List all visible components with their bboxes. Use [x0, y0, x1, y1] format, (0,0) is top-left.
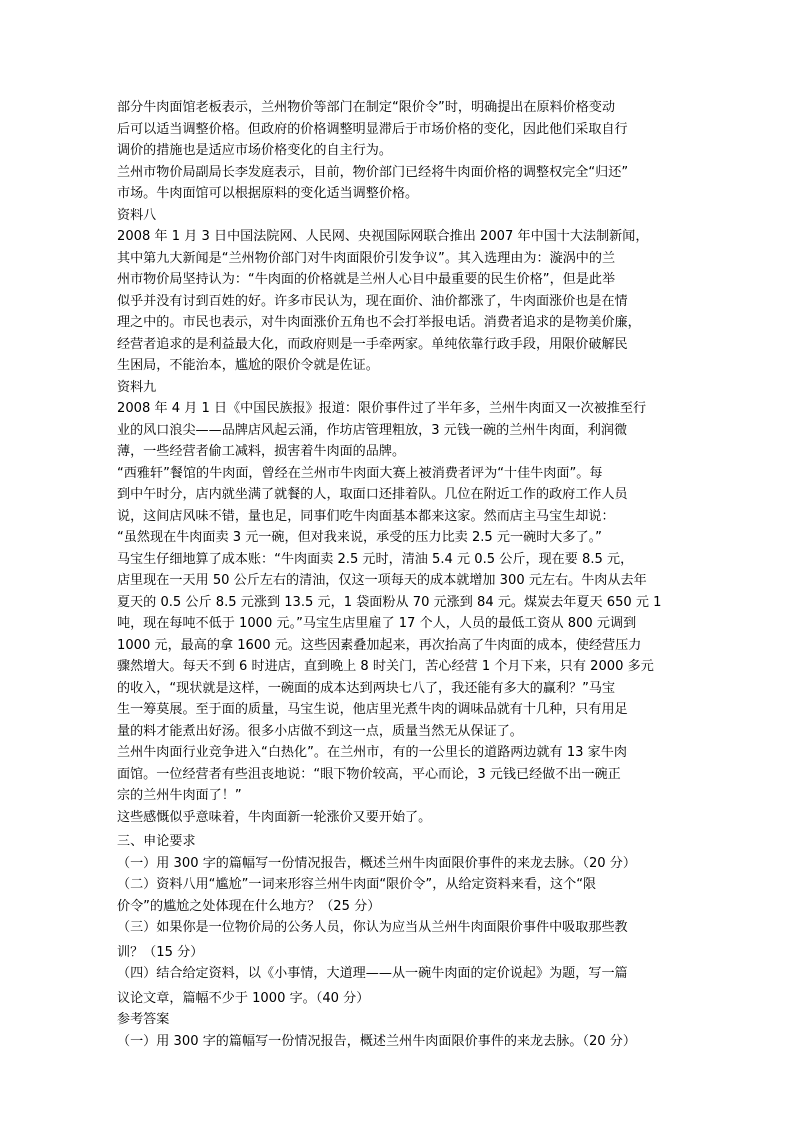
text-line: 说，这间店风味不错，量也足，同事们吃牛肉面基本都来这家。然而店主马宝生却说：	[117, 508, 615, 524]
text-line: 价令”的尴尬之处体现在什么地方？（25 分）	[117, 898, 381, 914]
text-line: 店里现在一天用 50 公斤左右的清油，仅这一项每天的成本就增加 300 元左右。牛肉从去年	[117, 573, 647, 588]
text-line: （一）用 300 字的篇幅写一份情况报告，概述兰州牛肉面限价事件的来龙去脉。（20 分）	[117, 855, 636, 871]
text-line: 夏天的 0.5 公斤 8.5 元涨到 13.5 元，1 袋面粉从 70 元涨到 84 元。煤炭去年夏天 650 元 1	[117, 594, 662, 610]
text-line: （四）结合给定资料，以《小事情，大道理——从一碗牛肉面的定价说起》为题，写一篇	[117, 966, 628, 981]
text-line: 理之中的。市民也表示，对牛肉面涨价五角也不会打举报电话。消费者追求的是物美价廉，	[117, 315, 641, 330]
text-line: 生困局，不能治本，尴尬的限价令就是佐证。	[117, 358, 379, 373]
text-line: 这些感慨似乎意味着，牛肉面新一轮涨价又要开始了。	[117, 809, 432, 825]
text-line: 生一筹莫展。至于面的质量，马宝生说，他店里光煮牛肉的调味品就有十几种，只有用足	[117, 702, 628, 717]
text-line: 2008 年 4 月 1 日《中国民族报》报道：限价事件过了半年多，兰州牛肉面又一次被推至行	[117, 401, 647, 416]
text-line: 部分牛肉面馆老板表示，兰州物价等部门在制定“限价令”时，明确提出在原料价格变动	[117, 100, 616, 115]
text-line: 面馆。一位经营者有些沮丧地说：“眼下物价较高，平心而论，3 元钱已经做不出一碗正	[117, 766, 621, 782]
text-line: 经营者追求的是利益最大化，而政府则是一手牵两家。单纯依靠行政手段，用限价破解民	[117, 336, 628, 352]
text-line: （一）用 300 字的篇幅写一份情况报告，概述兰州牛肉面限价事件的来龙去脉。（20 分）	[117, 1033, 636, 1049]
text-line: （三）如果你是一位物价局的公务人员，你认为应当从兰州牛肉面限价事件中吸取那些教	[117, 920, 628, 935]
text-line: 资料九	[117, 379, 157, 395]
text-line: 调价的措施也是适应市场价格变化的自主行为。	[117, 143, 392, 158]
text-line: 宗的兰州牛肉面了！”	[117, 788, 242, 803]
text-line: 后可以适当调整价格。但政府的价格调整明显滞后于市场价格的变化，因此他们采取自行	[117, 121, 628, 137]
text-line: 三、申论要求	[117, 834, 196, 849]
text-line: 训？（15 分）	[117, 944, 204, 960]
text-line: 似乎并没有讨到百姓的好。许多市民认为，现在面价、油价都涨了，牛肉面涨价也是在情	[117, 293, 628, 309]
text-line: 其中第九大新闻是“兰州物价部门对牛肉面限价引发争议”。其入选理由为：漩涡中的兰	[117, 250, 616, 266]
text-line: 市场。牛肉面馆可以根据原料的变化适当调整价格。	[117, 186, 419, 201]
text-line: 薄，一些经营者偷工减料，损害着牛肉面的品牌。	[117, 444, 406, 459]
text-line: 业的风口浪尖——品牌店风起云涌，作坊店管理粗放，3 元钱一碗的兰州牛肉面，利润微	[117, 422, 628, 438]
text-line: 1000 元，最高的拿 1600 元。这些因素叠加起来，再次抬高了牛肉面的成本，使经营压力	[117, 637, 642, 653]
text-line: 议论文章，篇幅不少于 1000 字。（40 分）	[117, 990, 370, 1006]
text-line: 州市物价局坚持认为：“牛肉面的价格就是兰州人心目中最重要的民生价格”，但是此举	[117, 272, 616, 287]
document-page	[117, 97, 677, 1052]
text-line: 马宝生仔细地算了成本账：“牛肉面卖 2.5 元时，清油 5.4 元 0.5 公斤，现在要 8.5 元，	[117, 551, 634, 567]
text-line: 吨，现在每吨不低于 1000 元。”马宝生店里雇了 17 个人，人员的最低工资从 800 元调到	[117, 616, 637, 631]
text-line: 兰州牛肉面行业竞争进入“白热化”。在兰州市，有的一公里长的道路两边就有 13 家牛肉	[117, 745, 627, 760]
text-line: 参考答案	[117, 1012, 170, 1027]
text-line: 骤然增大。每天不到 6 时进店，直到晚上 8 时关门，苦心经营 1 个月下来，只有 2000 多元	[117, 659, 654, 674]
text-line: 的收入，“现状就是这样，一碗面的成本达到两块七八了，我还能有多大的赢利？”马宝	[117, 680, 616, 696]
text-line: “虽然现在牛肉面卖 3 元一碗，但对我来说，承受的压力比卖 2.5 元一碗时大多了。”	[117, 530, 602, 545]
text-line: （二）资料八用“尴尬”一词来形容兰州牛肉面“限价令”，从给定资料来看，这个“限	[117, 877, 597, 892]
text-line: 2008 年 1 月 3 日中国法院网、人民网、央视国际网联合推出 2007 年中国十大法制新闻，	[117, 229, 649, 244]
text-line: 量的料才能煮出好汤。很多小店做不到这一点，质量当然无从保证了。	[117, 723, 523, 739]
text-line: 兰州市物价局副局长李发庭表示，目前，物价部门已经将牛肉面价格的调整权完全“归还”	[117, 164, 629, 180]
text-line: “西雅轩”餐馆的牛肉面，曾经在兰州市牛肉面大赛上被消费者评为“十佳牛肉面”。每	[117, 465, 603, 481]
text-line: 资料八	[117, 207, 157, 223]
text-line: 到中午时分，店内就坐满了就餐的人，取面口还排着队。几位在附近工作的政府工作人员	[117, 487, 628, 502]
